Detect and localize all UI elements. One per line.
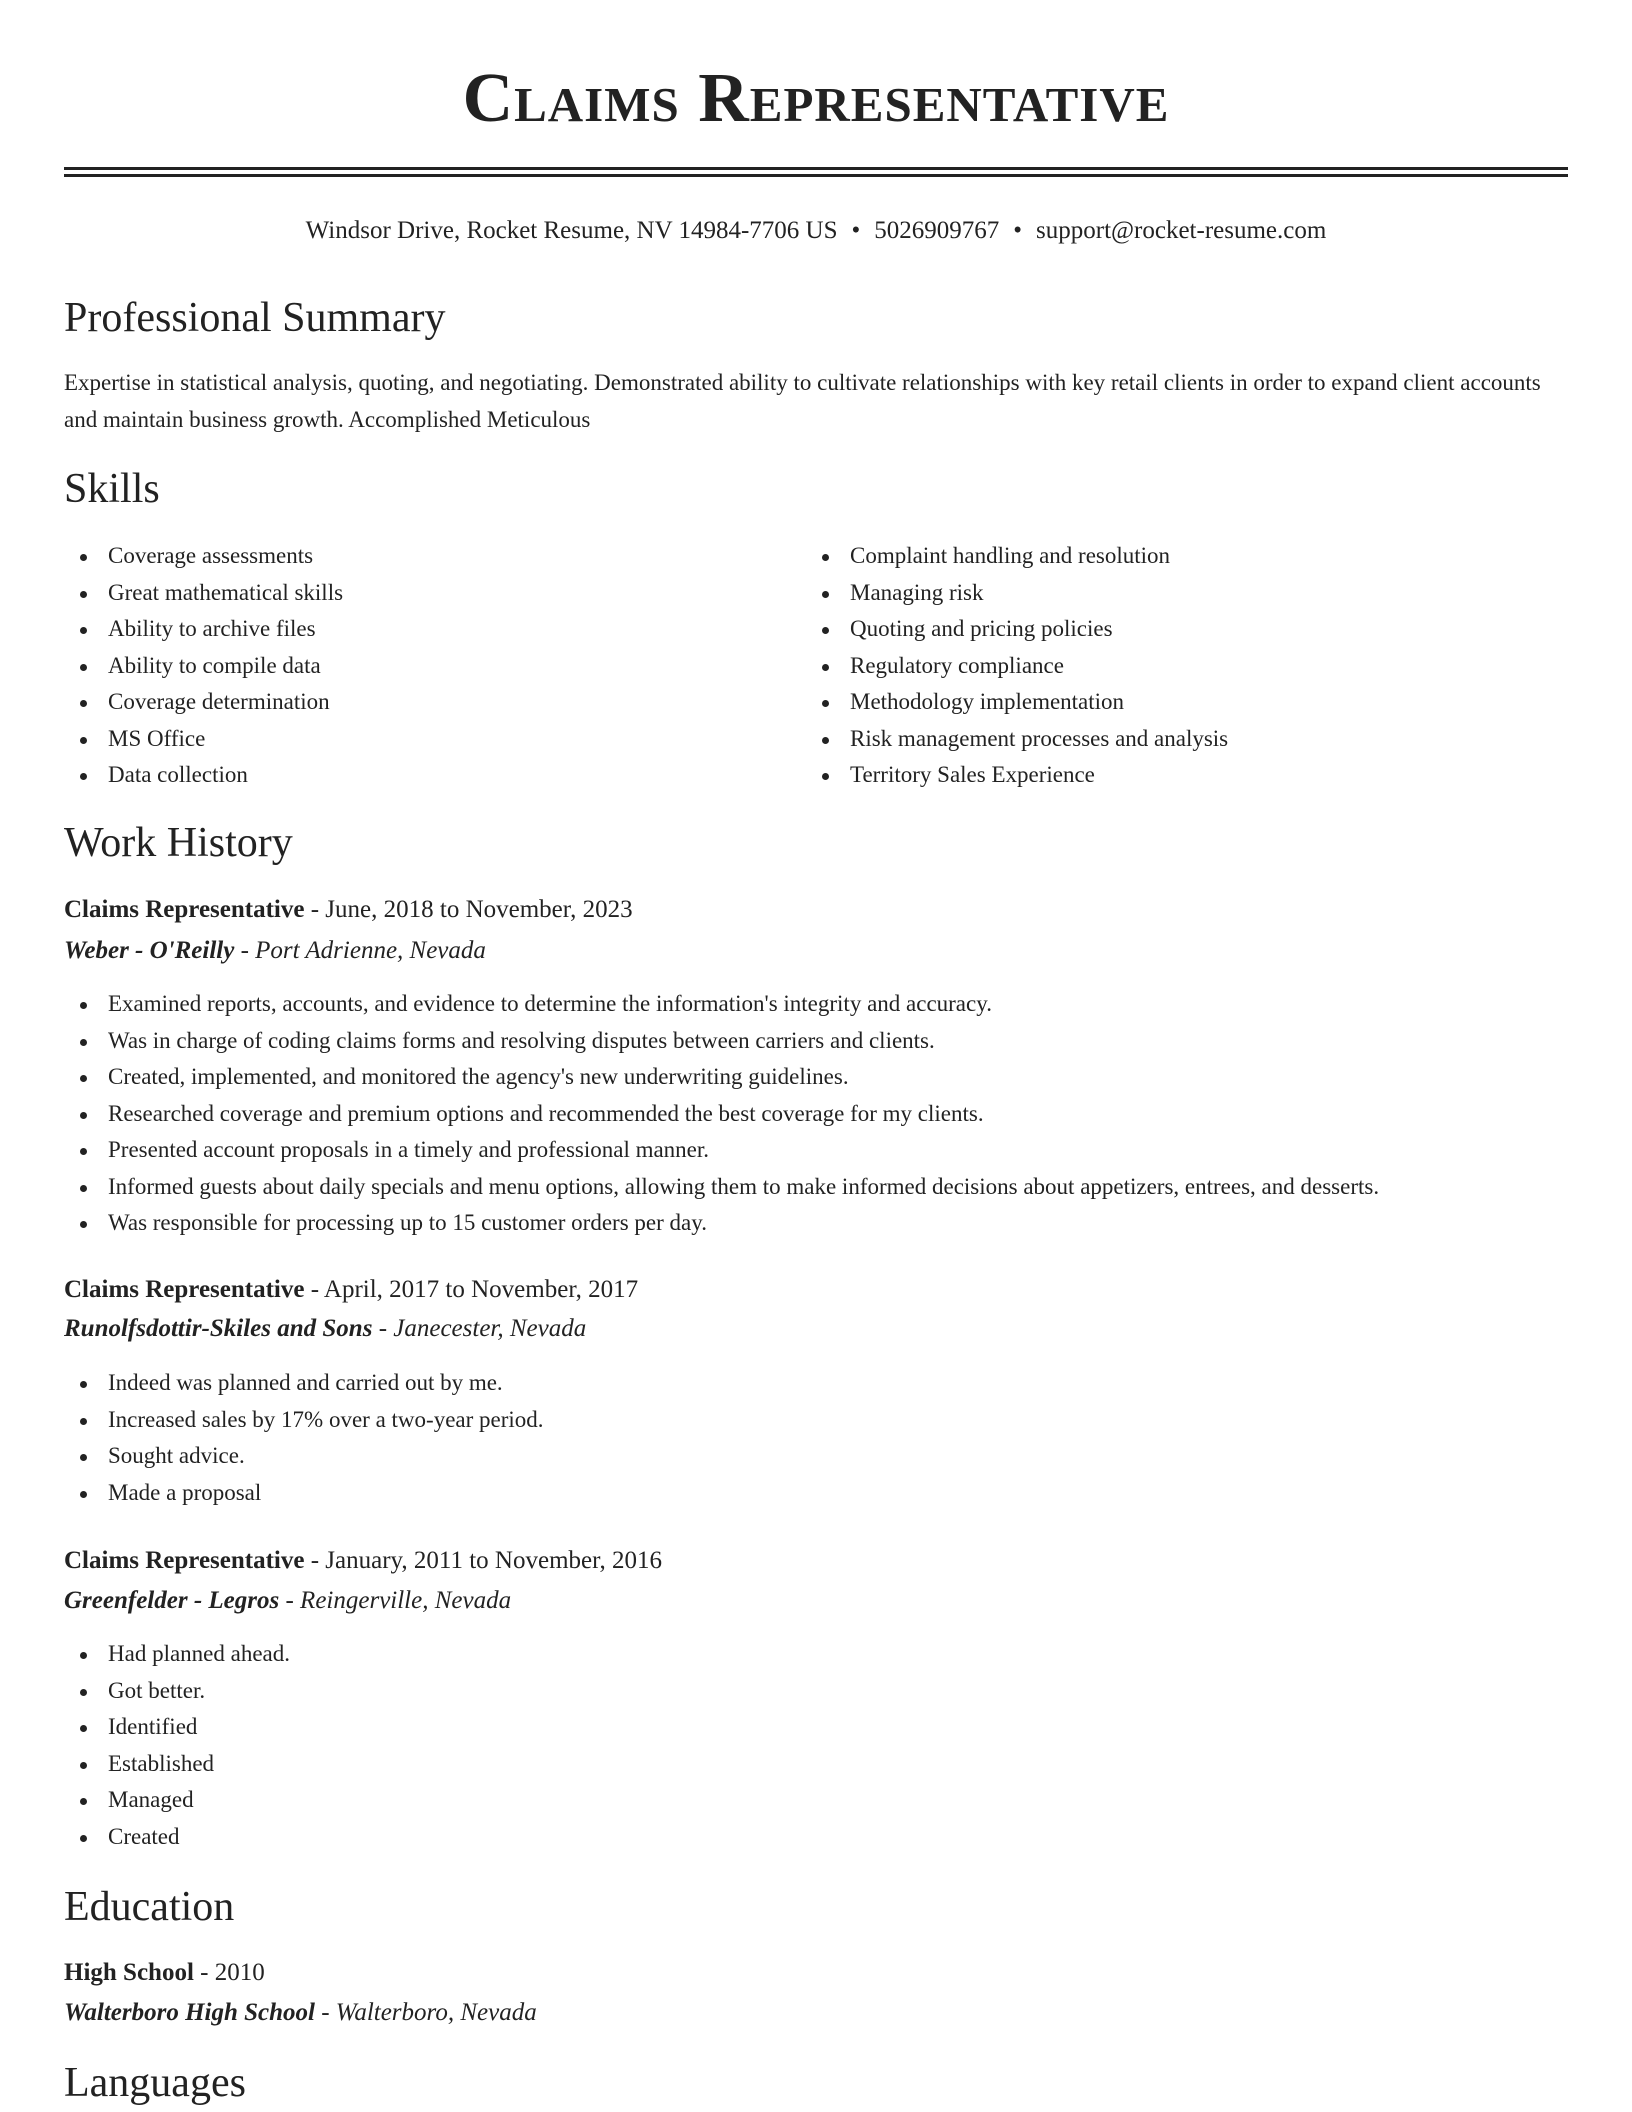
resume-title: Claims Representative <box>462 60 1170 137</box>
skill-item: Ability to archive files <box>64 611 343 648</box>
job-company-line <box>64 1312 586 1346</box>
skill-item: Coverage assessments <box>64 538 343 575</box>
job-company-line <box>64 934 486 968</box>
skill-item: Territory Sales Experience <box>806 757 1228 794</box>
job-company-line <box>64 1584 511 1618</box>
job-bullet: Sought advice. <box>64 1438 544 1475</box>
job-bullet: Created <box>64 1819 290 1856</box>
job-company: Runolfsdottir-Skiles and Sons <box>64 1315 373 1342</box>
skill-item: Great mathematical skills <box>64 575 343 612</box>
skills-heading: Skills <box>64 466 160 512</box>
job-dates: - January, 2011 to November, 2016 <box>304 1547 662 1574</box>
job-title-line <box>64 1273 638 1307</box>
job-title: Claims Representative <box>64 1276 305 1303</box>
contact-address: Windsor Drive, Rocket Resume, NV 14984-7706 US <box>305 217 838 244</box>
skill-item: Quoting and pricing policies <box>806 611 1228 648</box>
job-bullet: Was responsible for processing up to 15 customer orders per day. <box>64 1205 1379 1242</box>
education-year: - 2010 <box>193 1959 265 1986</box>
summary-heading: Professional Summary <box>64 295 446 341</box>
job-company: Weber - O'Reilly <box>64 937 235 964</box>
contact-separator: • <box>851 217 861 244</box>
job-dates: - April, 2017 to November, 2017 <box>304 1276 639 1303</box>
work-history-heading: Work History <box>64 820 293 866</box>
job-bullet: Made a proposal <box>64 1475 544 1512</box>
job-bullet: Researched coverage and premium options and recommended the best coverage for my clients. <box>64 1096 1379 1133</box>
title-rule-bottom <box>64 174 1568 177</box>
job-bullet: Created, implemented, and monitored the agency's new underwriting guidelines. <box>64 1059 1379 1096</box>
title-rule-top <box>64 167 1568 170</box>
contact-separator: • <box>1013 217 1023 244</box>
job-bullet: Indeed was planned and carried out by me. <box>64 1365 544 1402</box>
summary-text: Expertise in statistical analysis, quoting, and negotiating. Demonstrated ability to cultivate relationships with key retail clients in order to expand client accounts and maintain business growth. Accomplished Meticulous <box>64 370 1541 432</box>
skill-item: Ability to compile data <box>64 648 343 685</box>
job-bullets <box>64 986 1379 1242</box>
job-title: Claims Representative <box>64 896 305 923</box>
education-school-line <box>64 1996 537 2030</box>
job-bullet: Was in charge of coding claims forms and resolving disputes between carriers and clients. <box>64 1023 1379 1060</box>
job-bullet: Increased sales by 17% over a two-year period. <box>64 1402 544 1439</box>
job-bullet: Got better. <box>64 1673 290 1710</box>
job-bullet: Managed <box>64 1782 290 1819</box>
skill-item: Complaint handling and resolution <box>806 538 1228 575</box>
contact-email: support@rocket-resume.com <box>1036 217 1327 244</box>
contact-phone: 5026909767 <box>874 217 1000 244</box>
job-bullets <box>64 1636 290 1855</box>
education-heading: Education <box>64 1884 235 1930</box>
skill-item: Methodology implementation <box>806 684 1228 721</box>
skill-item: Risk management processes and analysis <box>806 721 1228 758</box>
skill-item: MS Office <box>64 721 343 758</box>
education-school: Walterboro High School <box>64 1999 315 2026</box>
skill-item: Managing risk <box>806 575 1228 612</box>
skill-item: Coverage determination <box>64 684 343 721</box>
job-dates: - June, 2018 to November, 2023 <box>304 896 633 923</box>
job-bullet: Presented account proposals in a timely and professional manner. <box>64 1132 1379 1169</box>
job-company: Greenfelder - Legros <box>64 1587 280 1614</box>
job-bullet: Had planned ahead. <box>64 1636 290 1673</box>
languages-heading: Languages <box>64 2060 246 2106</box>
education-degree: High School <box>64 1959 194 1986</box>
job-bullet: Identified <box>64 1709 290 1746</box>
skills-list-right <box>806 538 1228 794</box>
education-degree-line <box>64 1956 265 1990</box>
job-location: - Reingerville, Nevada <box>279 1587 512 1614</box>
job-bullets <box>64 1365 544 1511</box>
job-title: Claims Representative <box>64 1547 305 1574</box>
job-location: - Port Adrienne, Nevada <box>234 937 486 964</box>
job-bullet: Established <box>64 1746 290 1783</box>
job-title-line <box>64 1544 662 1578</box>
skill-item: Regulatory compliance <box>806 648 1228 685</box>
job-bullet: Informed guests about daily specials and menu options, allowing them to make informed decisions about appetizers, entrees, and desserts. <box>64 1169 1379 1206</box>
education-location: - Walterboro, Nevada <box>314 1999 537 2026</box>
skills-list-left <box>64 538 343 794</box>
job-location: - Janecester, Nevada <box>372 1315 587 1342</box>
job-title-line <box>64 893 633 927</box>
skill-item: Data collection <box>64 757 343 794</box>
job-bullet: Examined reports, accounts, and evidence to determine the information's integrity and accuracy. <box>64 986 1379 1023</box>
contact-line <box>0 214 1632 248</box>
